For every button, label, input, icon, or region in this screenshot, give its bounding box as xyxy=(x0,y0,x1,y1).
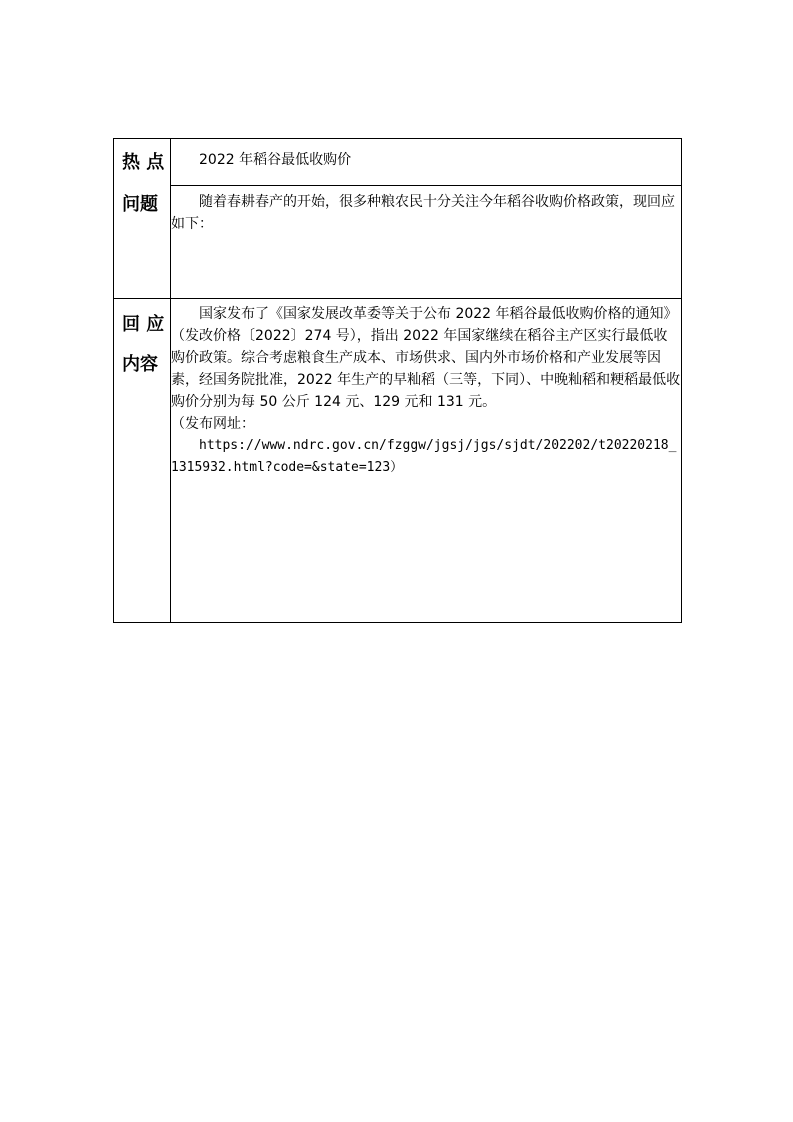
source-label: （发布网址： xyxy=(171,416,255,432)
question-cell xyxy=(171,186,682,299)
response-row xyxy=(114,299,682,623)
response-body: 国家发布了《国家发展改革委等关于公布 2022 年稻谷最低收购价格的通知》（发改价格〔2022〕274 号），指出 2022 年国家继续在稻谷主产区实行最低收购价政策。综合考虑粮食生产成本、市场供求、国内外市场价格和产业发展等因素，经国务院批准，2022 年生产的早籼稻（三等，下同）、中晚籼稻和粳稻最低收购价分别为每 50 公斤 124 元、129 元和 131 元。 xyxy=(171,306,681,410)
response-label-cell xyxy=(114,299,171,623)
title-row xyxy=(114,139,682,186)
hot-topic-label-line2: 问题 xyxy=(122,194,158,215)
hot-topic-label-line1: 热 点 xyxy=(122,152,165,173)
source-url[interactable]: https://www.ndrc.gov.cn/fzggw/jgsj/jgs/sjdt/202202/t20220218_1315932.html?code=&state=123） xyxy=(171,438,677,475)
question-row xyxy=(114,186,682,299)
hot-topic-table xyxy=(113,138,682,623)
response-label-line1: 回 应 xyxy=(122,314,165,335)
response-content-cell xyxy=(171,299,682,623)
topic-title: 2022 年稻谷最低收购价 xyxy=(199,152,352,168)
response-label-line2: 内容 xyxy=(122,354,158,375)
topic-title-cell xyxy=(171,139,682,186)
hot-topic-label-cell xyxy=(114,139,171,299)
question-text: 随着春耕春产的开始，很多种粮农民十分关注今年稻谷收购价格政策，现回应如下： xyxy=(171,194,675,232)
